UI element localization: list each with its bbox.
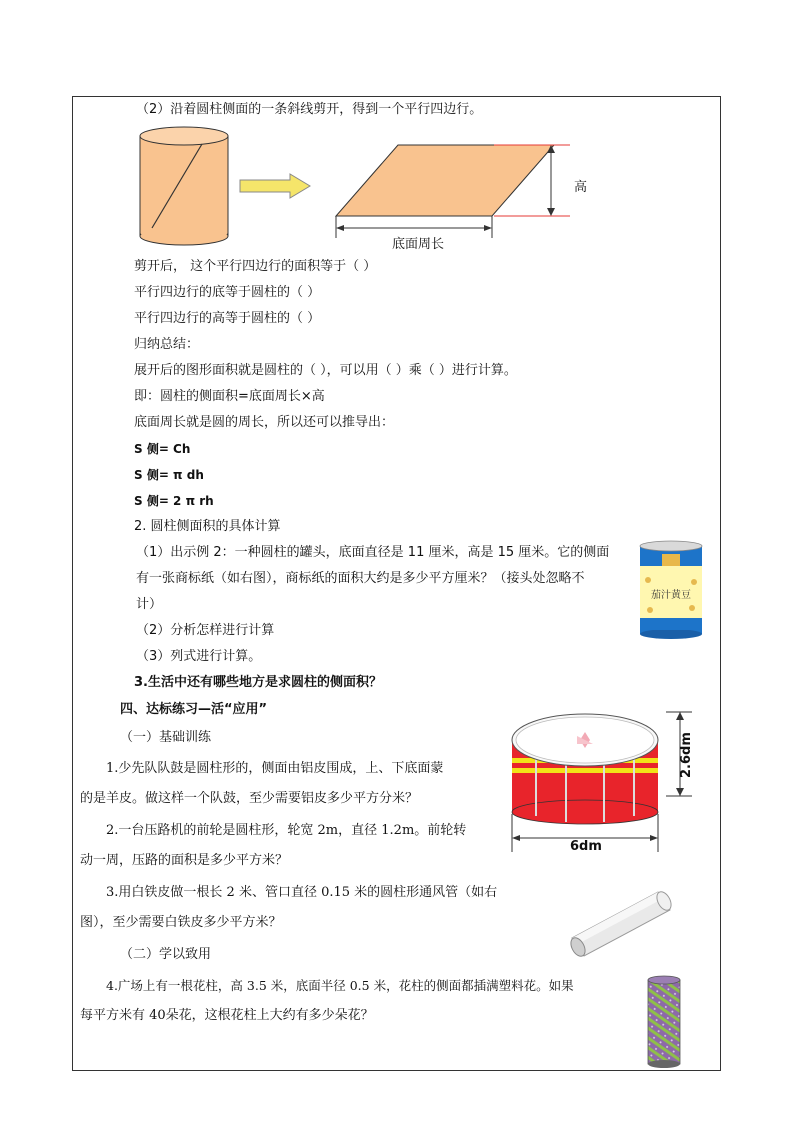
formula-line: S 侧= Ch <box>134 442 191 456</box>
text-line: 平行四边行的高等于圆柱的（ ） <box>134 311 321 326</box>
subsection-heading: （二）学以致用 <box>120 947 212 962</box>
flower-column-image <box>646 976 682 1068</box>
parallelogram-shape <box>336 145 570 238</box>
text-line: 展开后的图形面积就是圆柱的（ ），可以用（ ）乘（ ）进行计算。 <box>134 363 517 378</box>
right-arrow-icon <box>240 174 310 198</box>
drum-width-label: 6dm <box>570 839 602 854</box>
formula-line: S 侧= 2 π rh <box>134 494 214 508</box>
text-line: 底面周长就是圆的周长，所以还可以推导出： <box>134 415 395 430</box>
text-line: 图），至少需要白铁皮多少平方米？ <box>80 915 282 930</box>
cylinder-shape <box>140 127 228 245</box>
formula-line: S 侧= π dh <box>134 468 204 482</box>
text-line: （2）分析怎样进行计算 <box>136 623 275 638</box>
drum-height-label: 2.6dm <box>679 732 694 778</box>
drum-image <box>506 706 696 854</box>
text-line: 有一张商标纸（如右图），商标纸的面积大约是多少平方厘米？（接头处忽略不 <box>136 571 585 586</box>
text-line: （1）出示例 2：一种圆柱的罐头，底面直径是 11 厘米，高是 15 厘米。它的侧面 <box>136 545 610 560</box>
text-line: 4.广场上有一根花柱，高 3.5 米，底面半径 0.5 米，花柱的侧面都插满塑料花。如果 <box>106 978 574 993</box>
text-line: 每平方米有 40朵花，这根花柱上大约有多少朵花？ <box>80 1008 374 1023</box>
subsection-heading: （一）基础训练 <box>120 730 212 745</box>
section-heading: 四、达标练习—活“应用” <box>120 702 268 717</box>
text-line: 1.少先队队鼓是圆柱形的，侧面由铝皮围成，上、下底面蒙 <box>106 761 444 776</box>
pipe-image <box>566 888 676 960</box>
text-line: 即：圆柱的侧面积=底面周长×高 <box>134 389 325 404</box>
text-line: 剪开后， 这个平行四边行的面积等于（ ） <box>134 259 377 274</box>
text-line: 归纳总结： <box>134 337 200 352</box>
cylinder-unroll-figure <box>130 120 610 260</box>
base-perimeter-label: 底面周长 <box>392 237 445 252</box>
text-line: 平行四边行的底等于圆柱的（ ） <box>134 285 321 300</box>
can-label: 茄汁黄豆 <box>651 590 691 601</box>
can-image <box>636 540 706 640</box>
text-line: 动一周，压路的面积是多少平方米？ <box>80 853 289 868</box>
height-label: 高 <box>574 180 588 195</box>
section-heading: 2. 圆柱侧面积的具体计算 <box>134 519 281 534</box>
text-line: 2.一台压路机的前轮是圆柱形，轮宽 2m，直径 1.2m。前轮转 <box>106 823 467 838</box>
text-line: 3.生活中还有哪些地方是求圆柱的侧面积？ <box>134 675 382 690</box>
text-line: 的是羊皮。做这样一个队鼓，至少需要铝皮多少平方分米？ <box>80 791 419 806</box>
section2-intro: （2）沿着圆柱侧面的一条斜线剪开，得到一个平行四边行。 <box>136 102 483 117</box>
text-line: 3.用白铁皮做一根长 2 米、管口直径 0.15 米的圆柱形通风管（如右 <box>106 885 498 900</box>
text-line: 计） <box>136 597 163 612</box>
text-line: （3）列式进行计算。 <box>136 649 262 664</box>
